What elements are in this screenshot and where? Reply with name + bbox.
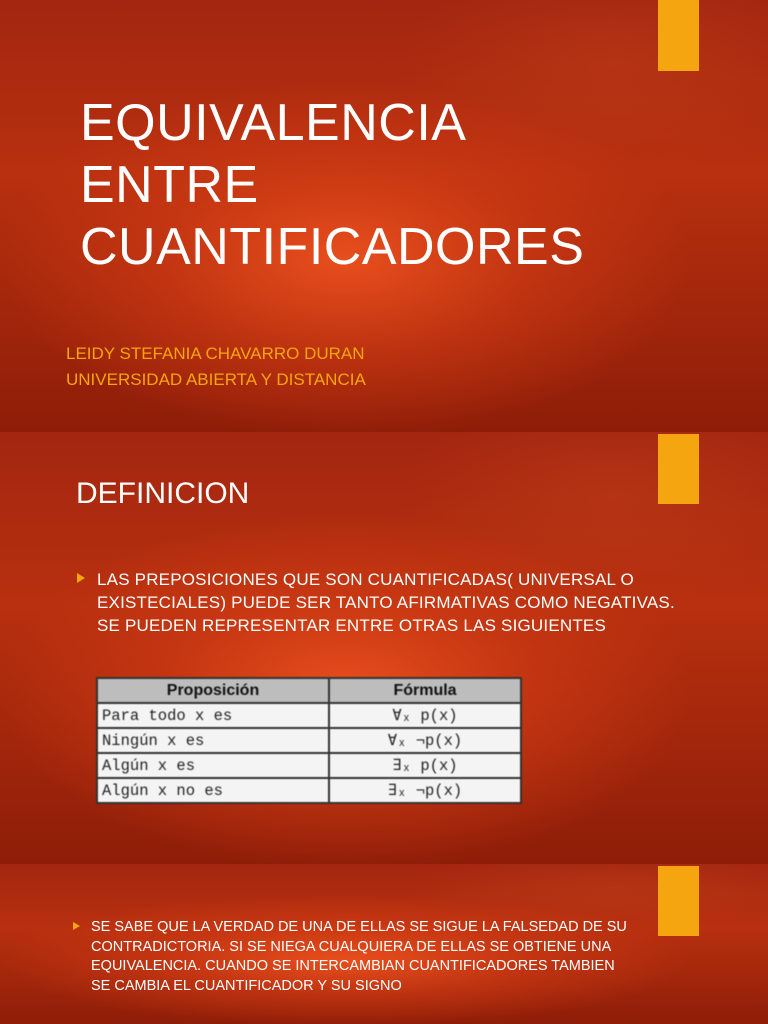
accent-bar: [658, 0, 699, 71]
bullet-text: LAS PREPOSICIONES QUE SON CUANTIFICADAS( UNIVERSAL O EXISTECIALES) PUEDE SER TANTO AFIRMATIVAS COMO NEGATIVAS. SE PUEDEN REPRESENTAR ENTRE OTRAS LAS SIGUIENTES: [97, 570, 675, 635]
table-header-row: [97, 678, 521, 703]
accent-bar: [658, 866, 699, 936]
column-header-proposicion: Proposición: [97, 678, 329, 703]
proposition-cell: Algún x no es: [97, 778, 329, 803]
institution-name: UNIVERSIDAD ABIERTA Y DISTANCIA: [66, 370, 366, 389]
formula-cell: ∀ₓ p(x): [329, 703, 521, 728]
slide-heading: DEFINICION: [76, 477, 250, 510]
bullet-item: [73, 918, 633, 996]
proposition-cell: Algún x es: [97, 753, 329, 778]
bullet-item: [77, 568, 677, 637]
table-row: [97, 778, 521, 803]
table-row: [97, 703, 521, 728]
proposition-cell: Ningún x es: [97, 728, 329, 753]
quantifier-table: [96, 677, 522, 804]
title-line: CUANTIFICADORES: [80, 218, 585, 276]
table-row: [97, 753, 521, 778]
table-row: [97, 728, 521, 753]
title-line: EQUIVALENCIA: [80, 94, 467, 152]
accent-bar: [658, 434, 699, 504]
bullet-arrow-icon: [73, 922, 80, 930]
bullet-text: SE SABE QUE LA VERDAD DE UNA DE ELLAS SE SIGUE LA FALSEDAD DE SU CONTRADICTORIA. SI SE NIEGA CUALQUIERA DE ELLAS SE OBTIENE UNA EQUIVALENCIA. CUANDO SE INTERCAMBIAN CUANTIFICADORES TAMBIEN SE CAMBIA EL CUANTIFICADOR Y SU SIGNO: [91, 919, 627, 994]
proposition-cell: Para todo x es: [97, 703, 329, 728]
slide-subtitle: [66, 341, 366, 393]
definition-slide: [0, 432, 768, 864]
formula-cell: ∃ₓ p(x): [329, 753, 521, 778]
slide-title: [80, 92, 584, 278]
equivalence-slide: [0, 864, 768, 1024]
formula-cell: ∃ₓ ¬p(x): [329, 778, 521, 803]
author-name: LEIDY STEFANIA CHAVARRO DURAN: [66, 344, 365, 363]
column-header-formula: Fórmula: [329, 678, 521, 703]
title-line: ENTRE: [80, 156, 259, 214]
formula-cell: ∀ₓ ¬p(x): [329, 728, 521, 753]
title-slide: [0, 0, 768, 432]
bullet-arrow-icon: [77, 573, 85, 583]
